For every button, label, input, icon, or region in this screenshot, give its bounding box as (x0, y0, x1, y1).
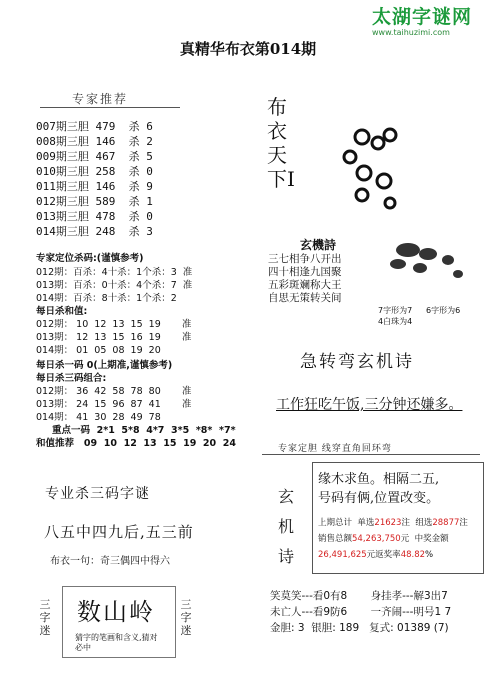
xuanji-poem (268, 236, 368, 305)
buyi-yiju: 布衣一句：奇三偶四中得六 (50, 556, 170, 567)
expert-row: 014期三胆 248 杀 3 (36, 225, 153, 238)
poem-line: 三七相争八开出 (268, 253, 342, 265)
riddle-line: 工作狂吃午饭,三分钟还嫌多。 (276, 397, 463, 413)
zhongdian-yima: 重点一码 2*1 5*8 4*7 3*5 *8* *7* (52, 425, 236, 436)
char: 机 (277, 517, 294, 536)
sanzi-mi-left: 三字迷 (39, 598, 51, 637)
xuanji-vertical (276, 482, 296, 572)
logo-url: www.taihuzimi.com (372, 28, 450, 37)
dingwei-row: 012期：百杀：4十杀：1个杀：3 准 (36, 267, 193, 278)
shadan-row: 013期： 12 13 15 16 19 准 (36, 332, 192, 343)
shape-label-b: 6字形为6 (426, 306, 461, 315)
bottom-line: 金胆: 3 银胆: 189 复式: 01389 (7) (270, 622, 449, 634)
poem-line: 号码有俩,位置改变。 (318, 491, 440, 506)
beads-illustration (340, 125, 440, 215)
sanma-row: 013期： 24 15 96 87 41 准 (36, 399, 192, 410)
stat-row: 上期总计 单选21623注 组选28877注 (318, 518, 468, 528)
buyi-title: 布衣天下I (267, 95, 295, 191)
yuanmu-poem (318, 470, 439, 508)
bawu-line: 八五中四九后,五三前 (44, 523, 194, 541)
shape-label-c: 4白珠为4 (378, 317, 413, 326)
dingwei-row: 013期：百杀：0十杀：4个杀：7 准 (36, 280, 193, 291)
logo-name: 太湖字谜网 (372, 6, 473, 28)
stat-row: 销售总额54,263,750元 中奖金额 (318, 534, 449, 544)
char: 诗 (277, 547, 294, 566)
expert-row: 008期三胆 146 杀 2 (36, 135, 153, 148)
sanma-row: 012期： 36 42 58 78 80 准 (36, 386, 192, 397)
shadan-row: 012期： 10 12 13 15 19 准 (36, 319, 192, 330)
bottom-line: 笑莫笑---看0有8 身挂孝---解3出7 (270, 590, 448, 602)
zhuanye-title: 专业杀三码字谜 (45, 486, 150, 502)
dingwei-title: 专家定位杀码:(谨慎参考) (36, 253, 144, 264)
shadan-row: 014期： 01 05 08 19 20 (36, 345, 161, 356)
sanzi-mi-right: 三字迷 (180, 598, 192, 637)
expert-row: 013期三胆 478 杀 0 (36, 210, 153, 223)
expert-row: 012期三胆 589 杀 1 (36, 195, 153, 208)
riddle-word: 数山岭 (77, 598, 155, 626)
stat-row: 26,491,625元返奖率48.82% (318, 550, 434, 560)
sanma-title: 每日杀三码组合: (36, 373, 107, 384)
shadan-title: 每日杀和值: (36, 306, 88, 317)
page-title: 真精华布衣第014期 (179, 40, 317, 58)
char: 玄 (277, 487, 294, 506)
bottom-line: 未亡人---看9防6 一齐闹---明号1 7 (270, 606, 452, 618)
poem-line: 四十相逢九国聚 (268, 266, 342, 278)
site-logo (372, 2, 494, 37)
expert-row: 009期三胆 467 杀 5 (36, 150, 153, 163)
hezhi-tuijian: 和值推荐 09 10 12 13 15 19 20 24 (36, 438, 236, 449)
sha1-title: 每日杀一码 0(上期准,谨慎参考) (36, 360, 173, 371)
poem-title: 玄機詩 (299, 238, 336, 252)
shape-label-a: 7字形为7 (378, 306, 413, 315)
poem-line: 五彩斑斓称大王 (268, 279, 342, 291)
sanma-row: 014期： 41 30 28 49 78 (36, 412, 161, 423)
expert-title: 专家推荐 (72, 92, 129, 106)
beads-shapes-illustration (378, 240, 470, 300)
divider (40, 107, 180, 108)
expert-row: 010期三胆 258 杀 0 (36, 165, 153, 178)
rb-header: 专家定胆 线穿直角回环弯 (278, 444, 392, 454)
poem-line: 自思无策转关间 (268, 292, 342, 304)
poem-line: 缘木求鱼。相隔二五, (318, 472, 440, 487)
riddle-note: 猜字的笔画和含义,猜对必中 (75, 633, 158, 652)
expert-row: 011期三胆 146 杀 9 (36, 180, 153, 193)
jizhuan-title: 急转弯玄机诗 (300, 352, 414, 372)
divider (262, 454, 480, 455)
dingwei-row: 014期：百杀：8十杀：1个杀：2 (36, 293, 177, 304)
expert-row: 007期三胆 479 杀 6 (36, 120, 153, 133)
